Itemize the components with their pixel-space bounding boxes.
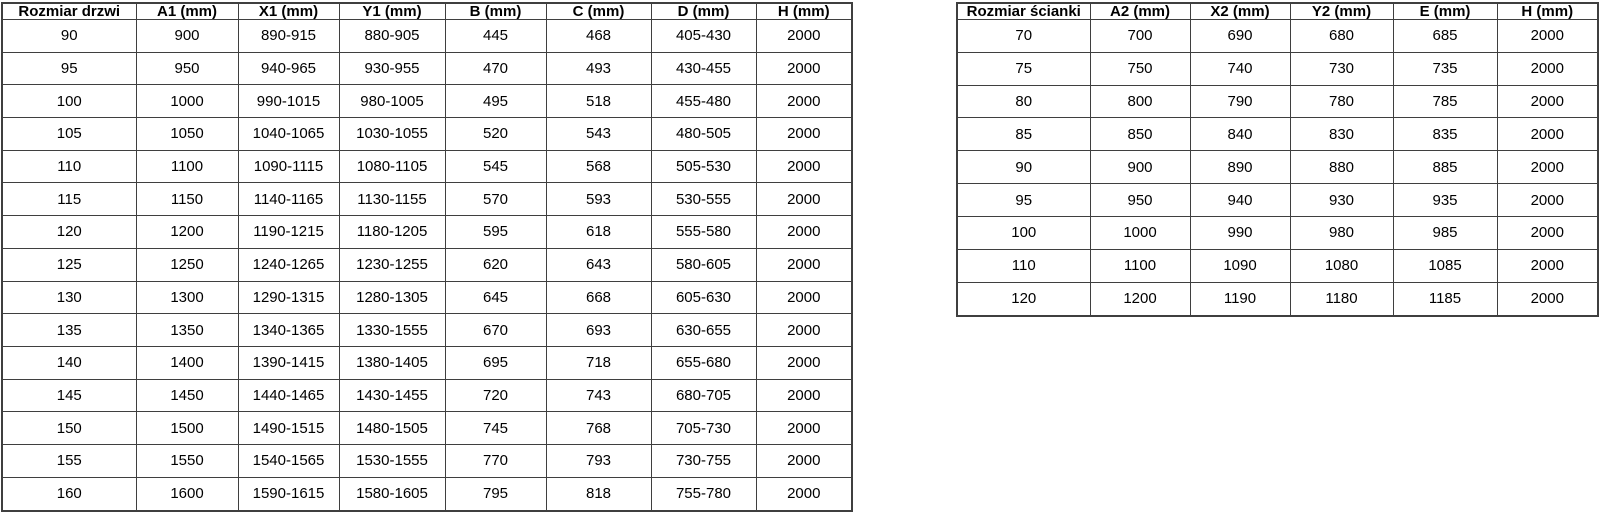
- door-table-cell: 1290-1315: [238, 281, 339, 314]
- door-table-cell: 718: [546, 346, 651, 379]
- door-table-cell: 1090-1115: [238, 150, 339, 183]
- door-table-cell: 2000: [756, 477, 852, 511]
- wall-table-row: [957, 216, 1598, 249]
- door-table-cell: 570: [445, 183, 546, 216]
- door-table-cell: 445: [445, 20, 546, 53]
- door-table-cell: 2000: [756, 412, 852, 445]
- wall-table-row: [957, 249, 1598, 282]
- door-table-cell: 668: [546, 281, 651, 314]
- wall-table-row: [957, 184, 1598, 217]
- door-table-cell: 2000: [756, 85, 852, 118]
- wall-table-column-header: A2 (mm): [1090, 3, 1190, 20]
- wall-table-cell: 95: [957, 184, 1090, 217]
- wall-table-cell: 2000: [1497, 249, 1598, 282]
- wall-table-cell: 1000: [1090, 216, 1190, 249]
- door-table-cell: 1390-1415: [238, 346, 339, 379]
- door-table-cell: 940-965: [238, 52, 339, 85]
- wall-table-cell: 680: [1290, 20, 1393, 53]
- door-table-cell: 2000: [756, 52, 852, 85]
- wall-table-cell: 835: [1393, 118, 1497, 151]
- door-table-cell: 1500: [136, 412, 238, 445]
- door-table-cell: 1530-1555: [339, 444, 445, 477]
- door-table-cell: 1190-1215: [238, 216, 339, 249]
- wall-table-cell: 750: [1090, 52, 1190, 85]
- door-table-cell: 2000: [756, 20, 852, 53]
- wall-table-cell: 800: [1090, 85, 1190, 118]
- wall-table-cell: 850: [1090, 118, 1190, 151]
- door-table-cell: 2000: [756, 379, 852, 412]
- door-table-cell: 1300: [136, 281, 238, 314]
- door-table-cell: 1250: [136, 248, 238, 281]
- door-table-cell: 655-680: [651, 346, 756, 379]
- door-table-column-header: H (mm): [756, 3, 852, 20]
- door-table-column-header: X1 (mm): [238, 3, 339, 20]
- door-table-cell: 1230-1255: [339, 248, 445, 281]
- door-table-cell: 770: [445, 444, 546, 477]
- wall-table-cell: 90: [957, 151, 1090, 184]
- wall-table-cell: 1180: [1290, 282, 1393, 316]
- door-table-cell: 930-955: [339, 52, 445, 85]
- door-table-cell: 545: [445, 150, 546, 183]
- door-table-cell: 1050: [136, 118, 238, 151]
- door-table-cell: 90: [2, 20, 136, 53]
- door-table-cell: 595: [445, 216, 546, 249]
- door-table-cell: 793: [546, 444, 651, 477]
- door-table-cell: 1380-1405: [339, 346, 445, 379]
- wall-table-cell: 840: [1190, 118, 1290, 151]
- wall-table-column-header: E (mm): [1393, 3, 1497, 20]
- wall-table-cell: 100: [957, 216, 1090, 249]
- door-table-row: [2, 281, 852, 314]
- door-table-cell: 2000: [756, 314, 852, 347]
- door-dimensions-table: [1, 2, 853, 512]
- door-table-cell: 990-1015: [238, 85, 339, 118]
- door-table-cell: 705-730: [651, 412, 756, 445]
- door-table-cell: 1080-1105: [339, 150, 445, 183]
- door-table-cell: 135: [2, 314, 136, 347]
- door-table-cell: 693: [546, 314, 651, 347]
- door-table-cell: 1180-1205: [339, 216, 445, 249]
- wall-table-row: [957, 85, 1598, 118]
- door-table-cell: 2000: [756, 118, 852, 151]
- door-table-row: [2, 477, 852, 511]
- wall-table-cell: 780: [1290, 85, 1393, 118]
- door-table-cell: 405-430: [651, 20, 756, 53]
- door-table-cell: 630-655: [651, 314, 756, 347]
- wall-table-row: [957, 282, 1598, 316]
- door-table-cell: 1200: [136, 216, 238, 249]
- wall-table-cell: 85: [957, 118, 1090, 151]
- door-table-cell: 900: [136, 20, 238, 53]
- door-table-cell: 1440-1465: [238, 379, 339, 412]
- door-table-row: [2, 85, 852, 118]
- wall-table-cell: 1100: [1090, 249, 1190, 282]
- door-table-cell: 695: [445, 346, 546, 379]
- wall-table-cell: 690: [1190, 20, 1290, 53]
- wall-table-cell: 740: [1190, 52, 1290, 85]
- door-table-cell: 1590-1615: [238, 477, 339, 511]
- wall-table-cell: 830: [1290, 118, 1393, 151]
- door-table-cell: 1450: [136, 379, 238, 412]
- door-table-cell: 155: [2, 444, 136, 477]
- door-table-cell: 1000: [136, 85, 238, 118]
- door-table-cell: 430-455: [651, 52, 756, 85]
- door-table-cell: 495: [445, 85, 546, 118]
- wall-table-row: [957, 52, 1598, 85]
- wall-table-cell: 1190: [1190, 282, 1290, 316]
- door-table-row: [2, 346, 852, 379]
- wall-table-cell: 900: [1090, 151, 1190, 184]
- door-table-cell: 130: [2, 281, 136, 314]
- door-table-cell: 505-530: [651, 150, 756, 183]
- door-table-column-header: Y1 (mm): [339, 3, 445, 20]
- door-table-cell: 455-480: [651, 85, 756, 118]
- wall-table-cell: 785: [1393, 85, 1497, 118]
- wall-table-cell: 735: [1393, 52, 1497, 85]
- wall-table-cell: 950: [1090, 184, 1190, 217]
- door-table-cell: 110: [2, 150, 136, 183]
- door-table-row: [2, 52, 852, 85]
- door-table-cell: 1350: [136, 314, 238, 347]
- door-table-row: [2, 314, 852, 347]
- door-table-cell: 980-1005: [339, 85, 445, 118]
- door-table-cell: 2000: [756, 444, 852, 477]
- wall-table-cell: 2000: [1497, 85, 1598, 118]
- door-table-row: [2, 248, 852, 281]
- door-table-cell: 950: [136, 52, 238, 85]
- door-table-cell: 160: [2, 477, 136, 511]
- wall-table-cell: 685: [1393, 20, 1497, 53]
- door-table-cell: 818: [546, 477, 651, 511]
- door-table-cell: 2000: [756, 183, 852, 216]
- door-table-cell: 880-905: [339, 20, 445, 53]
- wall-table-cell: 2000: [1497, 216, 1598, 249]
- wall-table-cell: 70: [957, 20, 1090, 53]
- door-table-cell: 890-915: [238, 20, 339, 53]
- wall-table-cell: 75: [957, 52, 1090, 85]
- door-table-row: [2, 379, 852, 412]
- door-table-row: [2, 183, 852, 216]
- door-table-cell: 470: [445, 52, 546, 85]
- wall-table-column-header: H (mm): [1497, 3, 1598, 20]
- door-table-cell: 115: [2, 183, 136, 216]
- door-table-cell: 1600: [136, 477, 238, 511]
- door-table-cell: 543: [546, 118, 651, 151]
- door-table-cell: 468: [546, 20, 651, 53]
- door-table-column-header: B (mm): [445, 3, 546, 20]
- door-table-cell: 140: [2, 346, 136, 379]
- wall-table-cell: 730: [1290, 52, 1393, 85]
- door-table-cell: 795: [445, 477, 546, 511]
- door-table-cell: 125: [2, 248, 136, 281]
- wall-table-cell: 940: [1190, 184, 1290, 217]
- door-table-cell: 768: [546, 412, 651, 445]
- wall-table-row: [957, 20, 1598, 53]
- wall-table-cell: 2000: [1497, 151, 1598, 184]
- door-table-cell: 1040-1065: [238, 118, 339, 151]
- wall-table-cell: 1090: [1190, 249, 1290, 282]
- door-table-row: [2, 216, 852, 249]
- wall-table-cell: 2000: [1497, 184, 1598, 217]
- wall-table-column-header: Rozmiar ścianki: [957, 3, 1090, 20]
- door-table-cell: 480-505: [651, 118, 756, 151]
- door-table-cell: 530-555: [651, 183, 756, 216]
- door-table-cell: 1130-1155: [339, 183, 445, 216]
- door-table-row: [2, 118, 852, 151]
- wall-table-column-header: Y2 (mm): [1290, 3, 1393, 20]
- wall-table-cell: 700: [1090, 20, 1190, 53]
- door-table-cell: 493: [546, 52, 651, 85]
- wall-table-row: [957, 151, 1598, 184]
- door-table-cell: 1030-1055: [339, 118, 445, 151]
- door-table-cell: 605-630: [651, 281, 756, 314]
- door-table-cell: 120: [2, 216, 136, 249]
- door-table-cell: 1330-1555: [339, 314, 445, 347]
- door-table-cell: 1430-1455: [339, 379, 445, 412]
- wall-table-cell: 2000: [1497, 118, 1598, 151]
- wall-table-cell: 880: [1290, 151, 1393, 184]
- wall-table-cell: 2000: [1497, 20, 1598, 53]
- door-table-cell: 745: [445, 412, 546, 445]
- wall-table-cell: 930: [1290, 184, 1393, 217]
- door-table-cell: 680-705: [651, 379, 756, 412]
- door-table-cell: 95: [2, 52, 136, 85]
- wall-table-column-header: X2 (mm): [1190, 3, 1290, 20]
- door-table-cell: 645: [445, 281, 546, 314]
- wall-table-cell: 980: [1290, 216, 1393, 249]
- door-table-cell: 2000: [756, 281, 852, 314]
- door-table-cell: 2000: [756, 346, 852, 379]
- wall-table-cell: 890: [1190, 151, 1290, 184]
- wall-table-cell: 935: [1393, 184, 1497, 217]
- door-table-cell: 145: [2, 379, 136, 412]
- door-table-cell: 670: [445, 314, 546, 347]
- wall-table-cell: 80: [957, 85, 1090, 118]
- door-table-cell: 520: [445, 118, 546, 151]
- wall-table-row: [957, 118, 1598, 151]
- door-table-cell: 568: [546, 150, 651, 183]
- door-table-cell: 2000: [756, 150, 852, 183]
- door-table-cell: 1400: [136, 346, 238, 379]
- wall-table-cell: 2000: [1497, 52, 1598, 85]
- door-table-cell: 720: [445, 379, 546, 412]
- wall-table-cell: 990: [1190, 216, 1290, 249]
- wall-table-cell: 2000: [1497, 282, 1598, 316]
- wall-dimensions-table: [956, 2, 1599, 317]
- door-table-cell: 518: [546, 85, 651, 118]
- door-table-column-header: D (mm): [651, 3, 756, 20]
- door-table-row: [2, 412, 852, 445]
- door-table-cell: 100: [2, 85, 136, 118]
- door-table-cell: 743: [546, 379, 651, 412]
- door-table-cell: 2000: [756, 248, 852, 281]
- door-table-header-row: [2, 3, 852, 20]
- door-table-cell: 1100: [136, 150, 238, 183]
- wall-table-cell: 985: [1393, 216, 1497, 249]
- door-table-cell: 1480-1505: [339, 412, 445, 445]
- door-table-cell: 1540-1565: [238, 444, 339, 477]
- door-table-cell: 1340-1365: [238, 314, 339, 347]
- door-table-cell: 555-580: [651, 216, 756, 249]
- wall-table-cell: 120: [957, 282, 1090, 316]
- door-table-cell: 593: [546, 183, 651, 216]
- door-table-column-header: C (mm): [546, 3, 651, 20]
- door-table-column-header: Rozmiar drzwi: [2, 3, 136, 20]
- door-table-cell: 1490-1515: [238, 412, 339, 445]
- door-table-cell: 643: [546, 248, 651, 281]
- door-table-cell: 730-755: [651, 444, 756, 477]
- door-table-cell: 1580-1605: [339, 477, 445, 511]
- door-table-cell: 620: [445, 248, 546, 281]
- door-table-cell: 580-605: [651, 248, 756, 281]
- door-table-cell: 1140-1165: [238, 183, 339, 216]
- door-table-cell: 1240-1265: [238, 248, 339, 281]
- wall-table-cell: 1200: [1090, 282, 1190, 316]
- door-table-cell: 105: [2, 118, 136, 151]
- door-table-cell: 2000: [756, 216, 852, 249]
- wall-table-cell: 110: [957, 249, 1090, 282]
- wall-table-cell: 1080: [1290, 249, 1393, 282]
- door-table-row: [2, 150, 852, 183]
- wall-table-cell: 790: [1190, 85, 1290, 118]
- door-table-cell: 1150: [136, 183, 238, 216]
- door-table-cell: 1280-1305: [339, 281, 445, 314]
- door-table-cell: 1550: [136, 444, 238, 477]
- door-table-row: [2, 20, 852, 53]
- door-table-cell: 618: [546, 216, 651, 249]
- door-table-cell: 150: [2, 412, 136, 445]
- wall-table-cell: 1085: [1393, 249, 1497, 282]
- door-table-column-header: A1 (mm): [136, 3, 238, 20]
- wall-table-cell: 885: [1393, 151, 1497, 184]
- door-table-row: [2, 444, 852, 477]
- wall-table-cell: 1185: [1393, 282, 1497, 316]
- wall-table-header-row: [957, 3, 1598, 20]
- door-table-cell: 755-780: [651, 477, 756, 511]
